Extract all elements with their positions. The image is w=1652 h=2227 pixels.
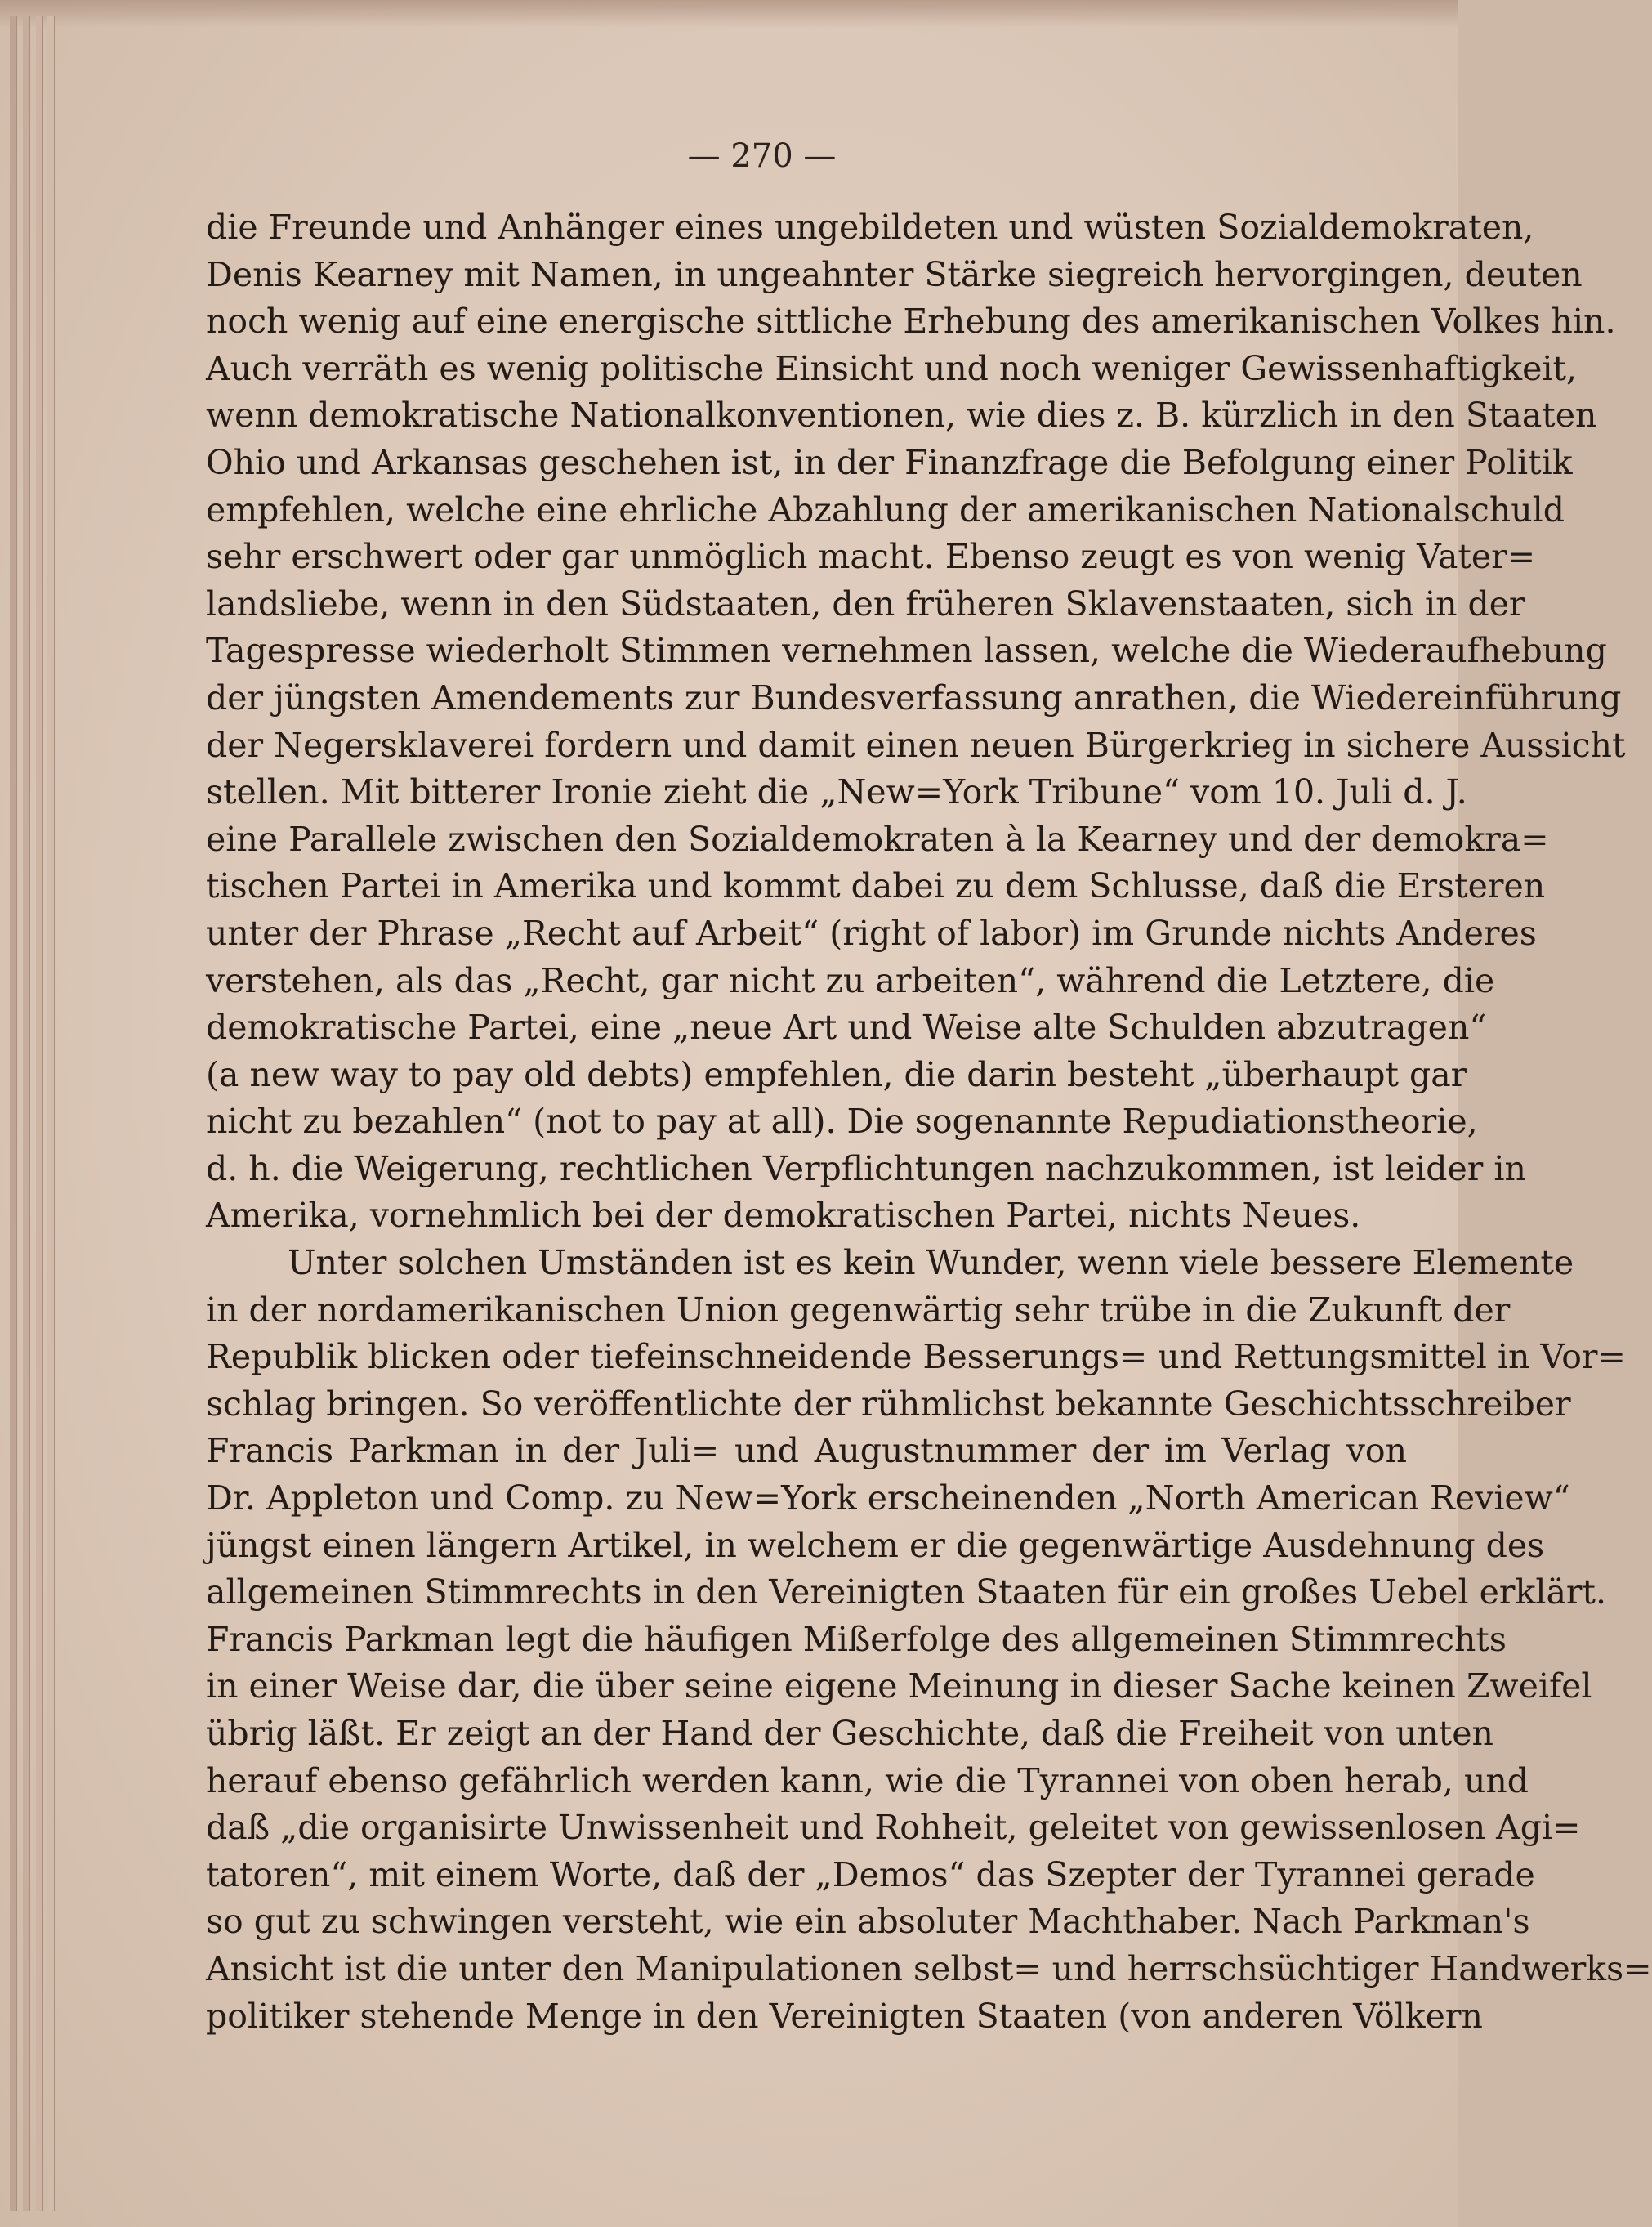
text-line: daß „die organisirte Unwissenheit und Rohheit, geleitet von gewissenlosen Agi=	[206, 1808, 1581, 1848]
text-line: politiker stehende Menge in den Vereinigten Staaten (von anderen Völkern	[206, 1996, 1483, 2036]
text-line: der Negersklaverei fordern und damit einen neuen Bürgerkrieg in sichere Aussicht	[206, 725, 1626, 765]
text-line: noch wenig auf eine energische sittliche Erhebung des amerikanischen Volkes hin.	[206, 302, 1616, 342]
text-line: nicht zu bezahlen“ (not to pay at all). Die sogenannte Repudiationstheorie,	[206, 1102, 1478, 1142]
page-edge	[36, 16, 43, 2211]
page-top-shadow	[0, 0, 1458, 28]
text-line: eine Parallele zwischen den Sozialdemokraten à la Kearney und der demokra=	[206, 819, 1549, 859]
text-line: tischen Partei in Amerika und kommt dabei zu dem Schlusse, daß die Ersteren	[206, 866, 1546, 906]
paragraph-1	[206, 204, 1626, 1240]
text-line: Dr. Appleton und Comp. zu New=York erscheinenden „North American Review“	[206, 1478, 1570, 1518]
text-line: herauf ebenso gefährlich werden kann, wie die Tyrannei von oben herab, und	[206, 1760, 1529, 1800]
text-line: Auch verräth es wenig politische Einsicht und noch weniger Gewissenhaftigkeit,	[206, 348, 1577, 388]
text-line: demokratische Partei, eine „neue Art und Weise alte Schulden abzutragen“	[206, 1008, 1487, 1048]
text-line: Unter solchen Umständen ist es kein Wunder, wenn viele bessere Elemente	[288, 1243, 1574, 1283]
text-line: allgemeinen Stimmrechts in den Vereinigten Staaten für ein großes Uebel erklärt.	[206, 1572, 1607, 1612]
text-line: Ansicht ist die unter den Manipulationen selbst= und herrschsüchtiger Handwerks=	[206, 1948, 1652, 1988]
page-edge	[23, 16, 30, 2211]
text-line: schlag bringen. So veröffentlichte der rühmlichst bekannte Geschichtsschreiber	[206, 1384, 1571, 1424]
text-line: landsliebe, wenn in den Südstaaten, den früheren Sklavenstaaten, sich in der	[206, 584, 1525, 624]
page-edge	[47, 16, 55, 2211]
text-line: die Freunde und Anhänger eines ungebildeten und wüsten Sozialdemokraten,	[206, 208, 1534, 247]
text-line: Denis Kearney mit Namen, in ungeahnter Stärke siegreich hervorgingen, deuten	[206, 254, 1583, 294]
text-line: übrig läßt. Er zeigt an der Hand der Geschichte, daß die Freiheit von unten	[206, 1714, 1493, 1753]
text-line: (a new way to pay old debts) empfehlen, die darin besteht „überhaupt gar	[206, 1054, 1467, 1094]
text-line: sehr erschwert oder gar unmöglich macht. Ebenso zeugt es von wenig Vater=	[206, 537, 1536, 577]
text-line: in einer Weise dar, die über seine eigene Meinung in dieser Sache keinen Zweifel	[206, 1666, 1592, 1706]
text-line: verstehen, als das „Recht, gar nicht zu arbeiten“, während die Letztere, die	[206, 960, 1495, 1000]
text-line: d. h. die Weigerung, rechtlichen Verpflichtungen nachzukommen, ist leider in	[206, 1148, 1526, 1188]
paragraph-2	[206, 1240, 1652, 2040]
page-number: — 270 —	[687, 137, 837, 175]
text-line: Francis Parkman in der Juli= und Augustnummer der im Verlag von	[206, 1431, 1407, 1471]
text-line: tatoren“, mit einem Worte, daß der „Demos“ das Szepter der Tyrannei gerade	[206, 1854, 1535, 1894]
text-line: in der nordamerikanischen Union gegenwärtig sehr trübe in die Zukunft der	[206, 1290, 1511, 1330]
text-line: wenn demokratische Nationalkonventionen, wie dies z. B. kürzlich in den Staaten	[206, 396, 1597, 436]
body-text	[206, 204, 1652, 2040]
page-edge	[10, 16, 17, 2211]
text-line: stellen. Mit bitterer Ironie zieht die „New=York Tribune“ vom 10. Juli d. J.	[206, 772, 1467, 812]
text-line: jüngst einen längern Artikel, in welchem er die gegenwärtige Ausdehnung des	[206, 1525, 1545, 1565]
text-line: Tagespresse wiederholt Stimmen vernehmen lassen, welche die Wiederaufhebung	[206, 631, 1607, 671]
text-line: so gut zu schwingen versteht, wie ein absoluter Machthaber. Nach Parkman's	[206, 1902, 1530, 1942]
text-line: Republik blicken oder tiefeinschneidende Besserungs= und Rettungsmittel in Vor=	[206, 1337, 1626, 1377]
text-line: empfehlen, welche eine ehrliche Abzahlung der amerikanischen Nationalschuld	[206, 490, 1565, 530]
text-line: unter der Phrase „Recht auf Arbeit“ (right of labor) im Grunde nichts Anderes	[206, 913, 1537, 953]
text-line: der jüngsten Amendements zur Bundesverfassung anrathen, die Wiedereinführung	[206, 677, 1622, 718]
text-line: Francis Parkman legt die häufigen Mißerfolge des allgemeinen Stimmrechts	[206, 1619, 1507, 1659]
text-line: Amerika, vornehmlich bei der demokratischen Partei, nichts Neues.	[206, 1196, 1361, 1236]
text-line: Ohio und Arkansas geschehen ist, in der Finanzfrage die Befolgung einer Politik	[206, 442, 1573, 482]
